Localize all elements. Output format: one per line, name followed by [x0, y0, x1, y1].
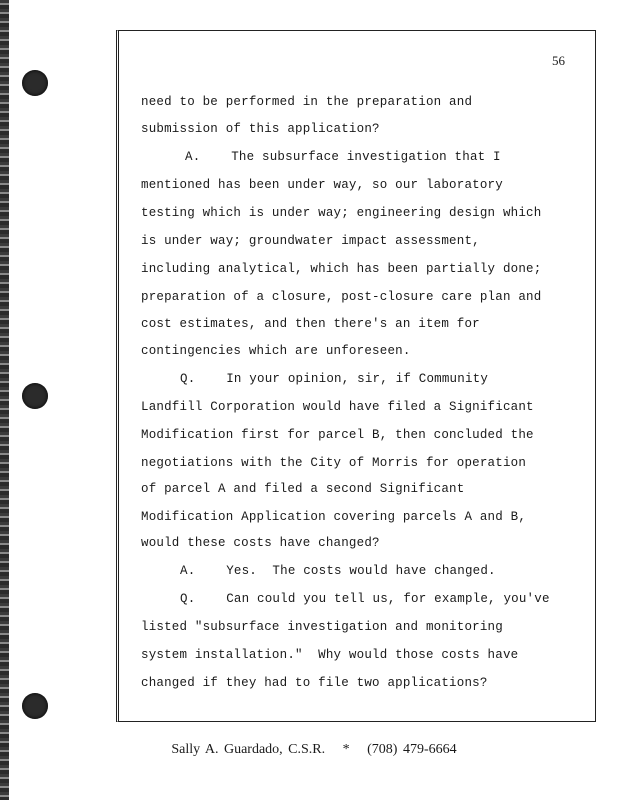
transcript-line: negotiations with the City of Morris for operation [141, 456, 527, 470]
page-number: 56 [552, 53, 565, 68]
transcript-line: of parcel A and filed a second Significant [141, 482, 465, 496]
transcript-line: A. The subsurface investigation that I [185, 150, 501, 164]
binder-hole-top [22, 70, 48, 96]
transcript-line: submission of this application? [141, 122, 380, 136]
transcript-line: is under way; groundwater impact assessment, [141, 234, 480, 248]
transcript-line: Q. Can could you tell us, for example, you've [180, 592, 550, 606]
transcript-line: cost estimates, and then there's an item for [141, 317, 480, 331]
footer-separator: * [342, 742, 350, 757]
transcript-line: Q. In your opinion, sir, if Community [180, 372, 489, 386]
transcript-line: including analytical, which has been partially done; [141, 262, 542, 276]
binder-hole-middle [22, 383, 48, 409]
transcript-line: contingencies which are unforeseen. [141, 344, 411, 358]
transcript-line: testing which is under way; engineering design which [141, 206, 542, 220]
scan-left-edge [0, 0, 9, 800]
reporter-footer [0, 742, 628, 758]
transcript-line: would these costs have changed? [141, 536, 380, 550]
transcript-line: listed "subsurface investigation and monitoring [141, 620, 503, 634]
transcript-line: changed if they had to file two applications? [141, 676, 488, 690]
transcript-line: Modification first for parcel B, then concluded the [141, 428, 534, 442]
reporter-name: Sally A. Guardado, C.S.R. [171, 742, 326, 757]
transcript-line: A. Yes. The costs would have changed. [180, 564, 496, 578]
transcript-line: Modification Application covering parcels A and B, [141, 510, 527, 524]
transcript-line: system installation." Why would those costs have [141, 648, 519, 662]
transcript-line: preparation of a closure, post-closure care plan and [141, 290, 542, 304]
transcript-line: Landfill Corporation would have filed a Significant [141, 400, 534, 414]
transcript-line: mentioned has been under way, so our laboratory [141, 178, 503, 192]
reporter-phone: (708) 479-6664 [367, 742, 457, 757]
binder-hole-bottom [22, 693, 48, 719]
transcript-line: need to be performed in the preparation and [141, 95, 473, 109]
